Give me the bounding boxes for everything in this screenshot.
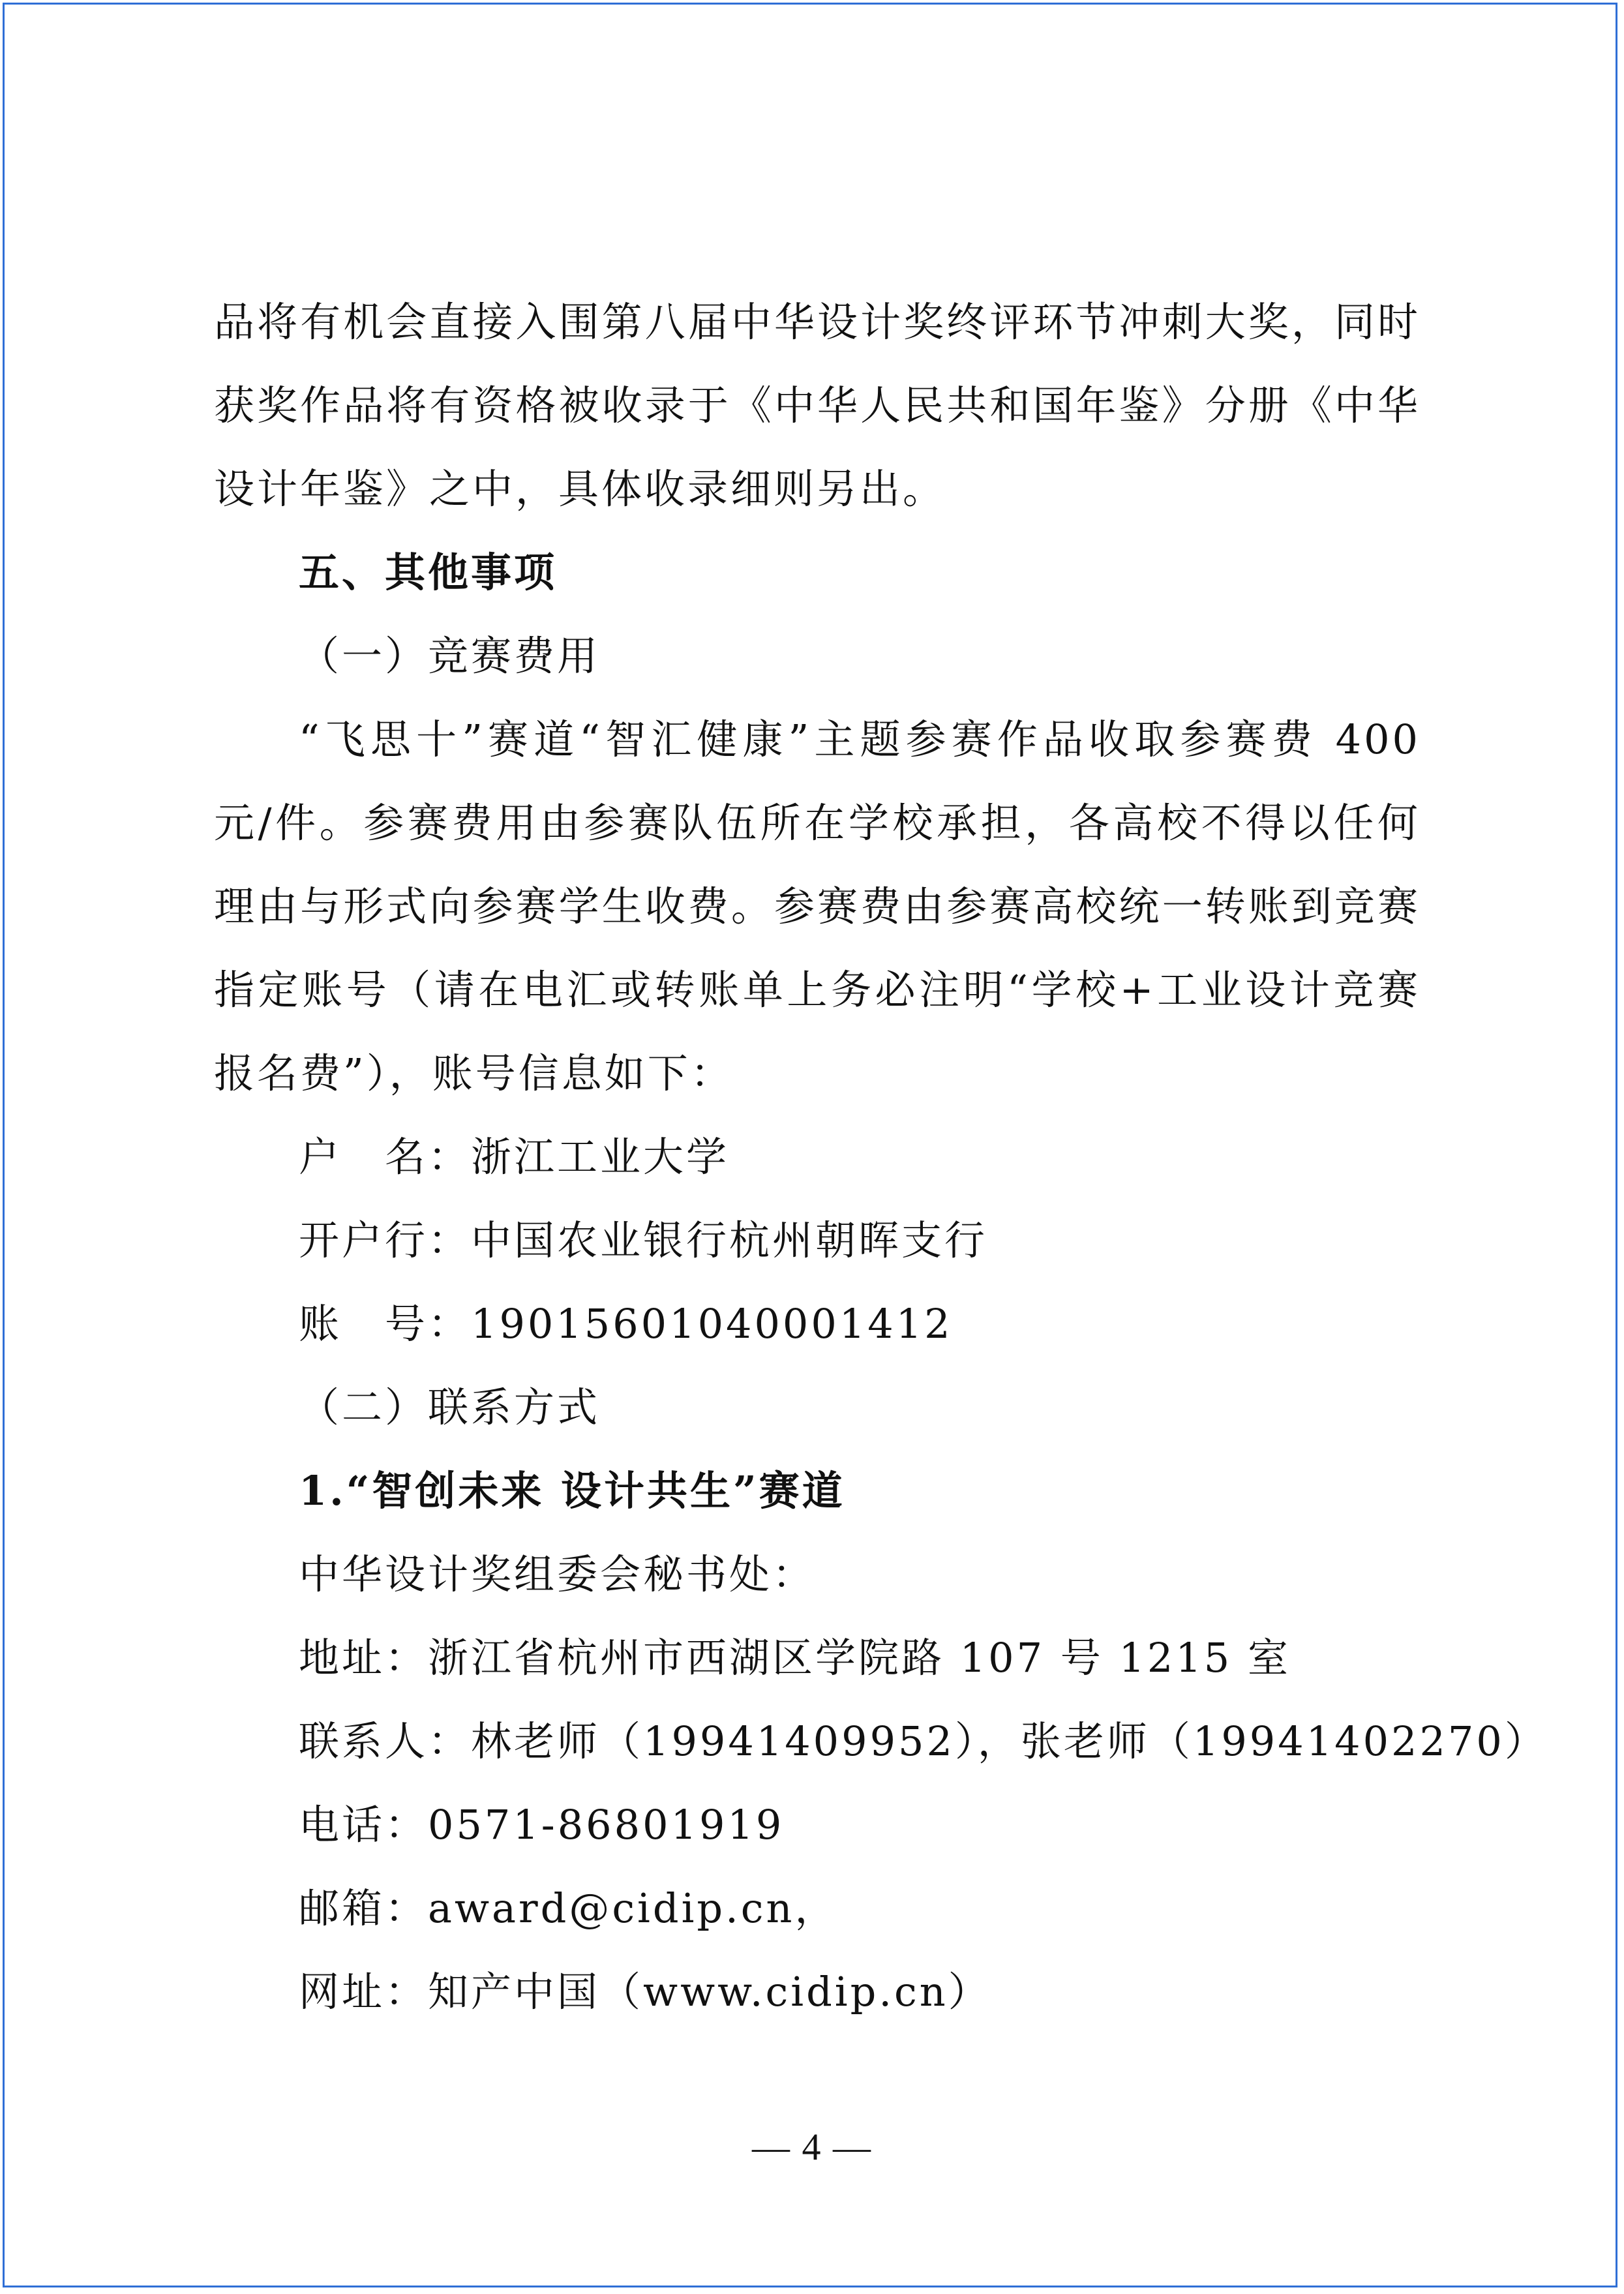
fee-paragraph-line-3: 理由与形式向参赛学生收费。参赛费由参赛高校统一转账到竞赛 <box>214 883 1421 930</box>
subheading-contact-info: （二）联系方式 <box>299 1383 601 1431</box>
award-paragraph-line-1: 品将有机会直接入围第八届中华设计奖终评环节冲刺大奖，同时 <box>214 298 1421 346</box>
contact-persons: 联系人：林老师（19941409952），张老师（19941402270） <box>299 1717 1548 1765</box>
subheading-competition-fee: （一）竞赛费用 <box>299 632 601 680</box>
account-name: 户 名：浙江工业大学 <box>299 1133 730 1181</box>
account-number: 账 号：19015601040001412 <box>299 1300 953 1348</box>
contact-address: 地址：浙江省杭州市西湖区学院路 107 号 1215 室 <box>299 1634 1291 1682</box>
award-paragraph-line-2: 获奖作品将有资格被收录于《中华人民共和国年鉴》分册《中华 <box>214 382 1421 429</box>
page-number: — 4 — <box>752 2126 872 2168</box>
award-paragraph-line-3: 设计年鉴》之中，具体收录细则另出。 <box>214 465 946 513</box>
fee-paragraph-line-1: “飞思十”赛道“智汇健康”主题参赛作品收取参赛费 400 <box>299 716 1421 763</box>
contact-website: 网址：知产中国（www.cidip.cn） <box>299 1968 991 2015</box>
track1-heading: 1.“智创未来 设计共生”赛道 <box>299 1467 845 1515</box>
contact-office: 中华设计奖组委会秘书处： <box>299 1550 816 1598</box>
fee-paragraph-line-5: 报名费”），账号信息如下： <box>214 1049 734 1097</box>
account-bank: 开户行：中国农业银行杭州朝晖支行 <box>299 1216 988 1264</box>
document-body <box>214 280 1548 2034</box>
fee-paragraph-line-4: 指定账号（请在电汇或转账单上务必注明“学校+工业设计竞赛 <box>214 966 1421 1014</box>
contact-email: 邮箱：award@cidip.cn， <box>299 1884 838 1932</box>
fee-paragraph-line-2: 元/件。参赛费用由参赛队伍所在学校承担，各高校不得以任何 <box>214 799 1421 847</box>
contact-phone: 电话：0571-86801919 <box>299 1801 785 1849</box>
section-heading-other-matters: 五、其他事项 <box>299 549 558 596</box>
